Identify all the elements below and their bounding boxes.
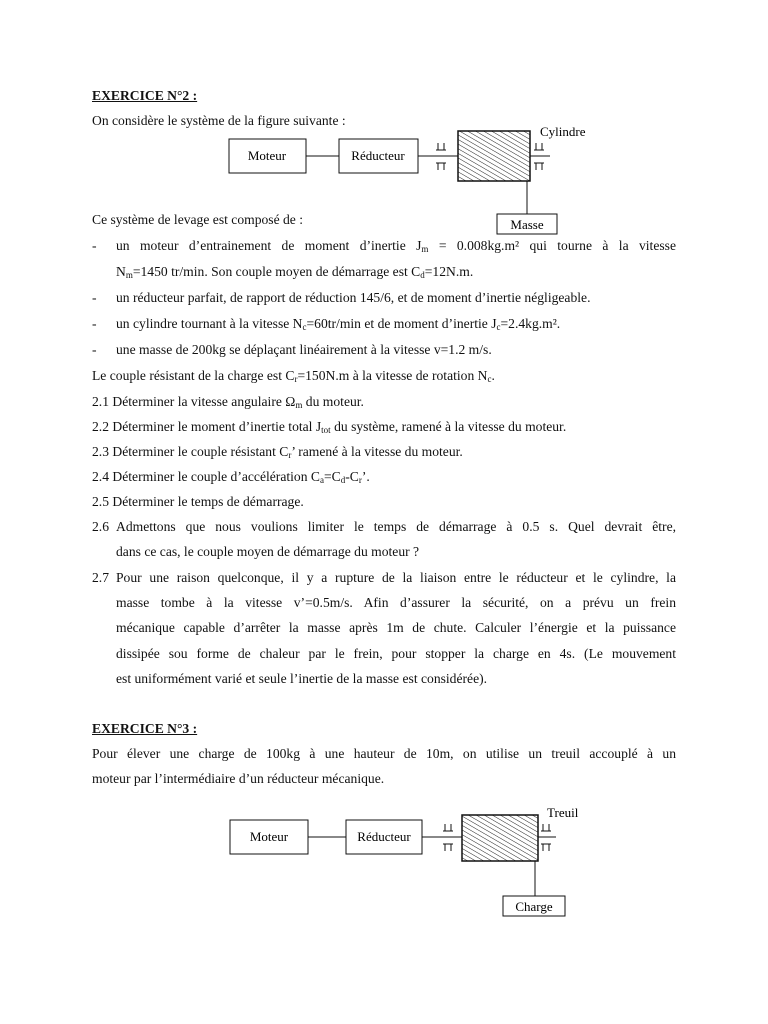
winch-drum <box>462 815 538 861</box>
exercise-2-intro: On considère le système de la figure suivante : <box>92 113 346 128</box>
load-label: Charge <box>515 899 553 914</box>
resisting-torque: Le couple résistant de la charge est $C_r=150N.m$ à la vitesse de rotation $N_c$. <box>92 368 495 384</box>
mass-label: Masse <box>510 217 544 232</box>
bullet-dash: - <box>92 238 97 253</box>
cylinder-label: Cylindre <box>540 124 586 139</box>
exercise-3-title: EXERCICE N°3 : <box>92 721 198 736</box>
motor-label-2: Moteur <box>249 829 289 844</box>
question-2-1: 2.1 Déterminer la vitesse angulaire $\Omega_m$ du moteur. <box>92 394 364 410</box>
reducer-label-2: Réducteur <box>357 829 411 844</box>
exercise-3-text-line1: Pour élever une charge de 100kg à une hauteur de 10m, on utilise un treuil accouplé à un <box>92 746 676 761</box>
winch-label: Treuil <box>547 805 579 820</box>
cylinder-drum <box>458 131 530 181</box>
question-2-4: 2.4 Déterminer le couple d’accélération $C_a=C_d-C_r$’. <box>92 469 370 485</box>
bullet-text: un moteur d’entrainement de moment d’inertie $J_m = 0.008kg.m^2$ qui tourne à la vitesse <box>116 238 676 254</box>
exercise-2-title: EXERCICE N°2 : <box>92 88 198 103</box>
system-composition: Ce système de levage est composé de : <box>92 212 304 227</box>
figure-2 <box>230 805 579 916</box>
reducer-label: Réducteur <box>351 148 405 163</box>
question-2-5: 2.5 Déterminer le temps de démarrage. <box>92 494 304 509</box>
exercise-3-text-line2: moteur par l’intermédiaire d’un réducteur mécanique. <box>92 771 385 786</box>
question-2-2: 2.2 Déterminer le moment d’inertie total $J_{tot}$ du système, ramené à la vitesse du moteur. <box>92 419 567 435</box>
motor-label: Moteur <box>247 148 287 163</box>
question-2-3: 2.3 Déterminer le couple résistant $C_r$’ ramené à la vitesse du moteur. <box>92 444 463 460</box>
